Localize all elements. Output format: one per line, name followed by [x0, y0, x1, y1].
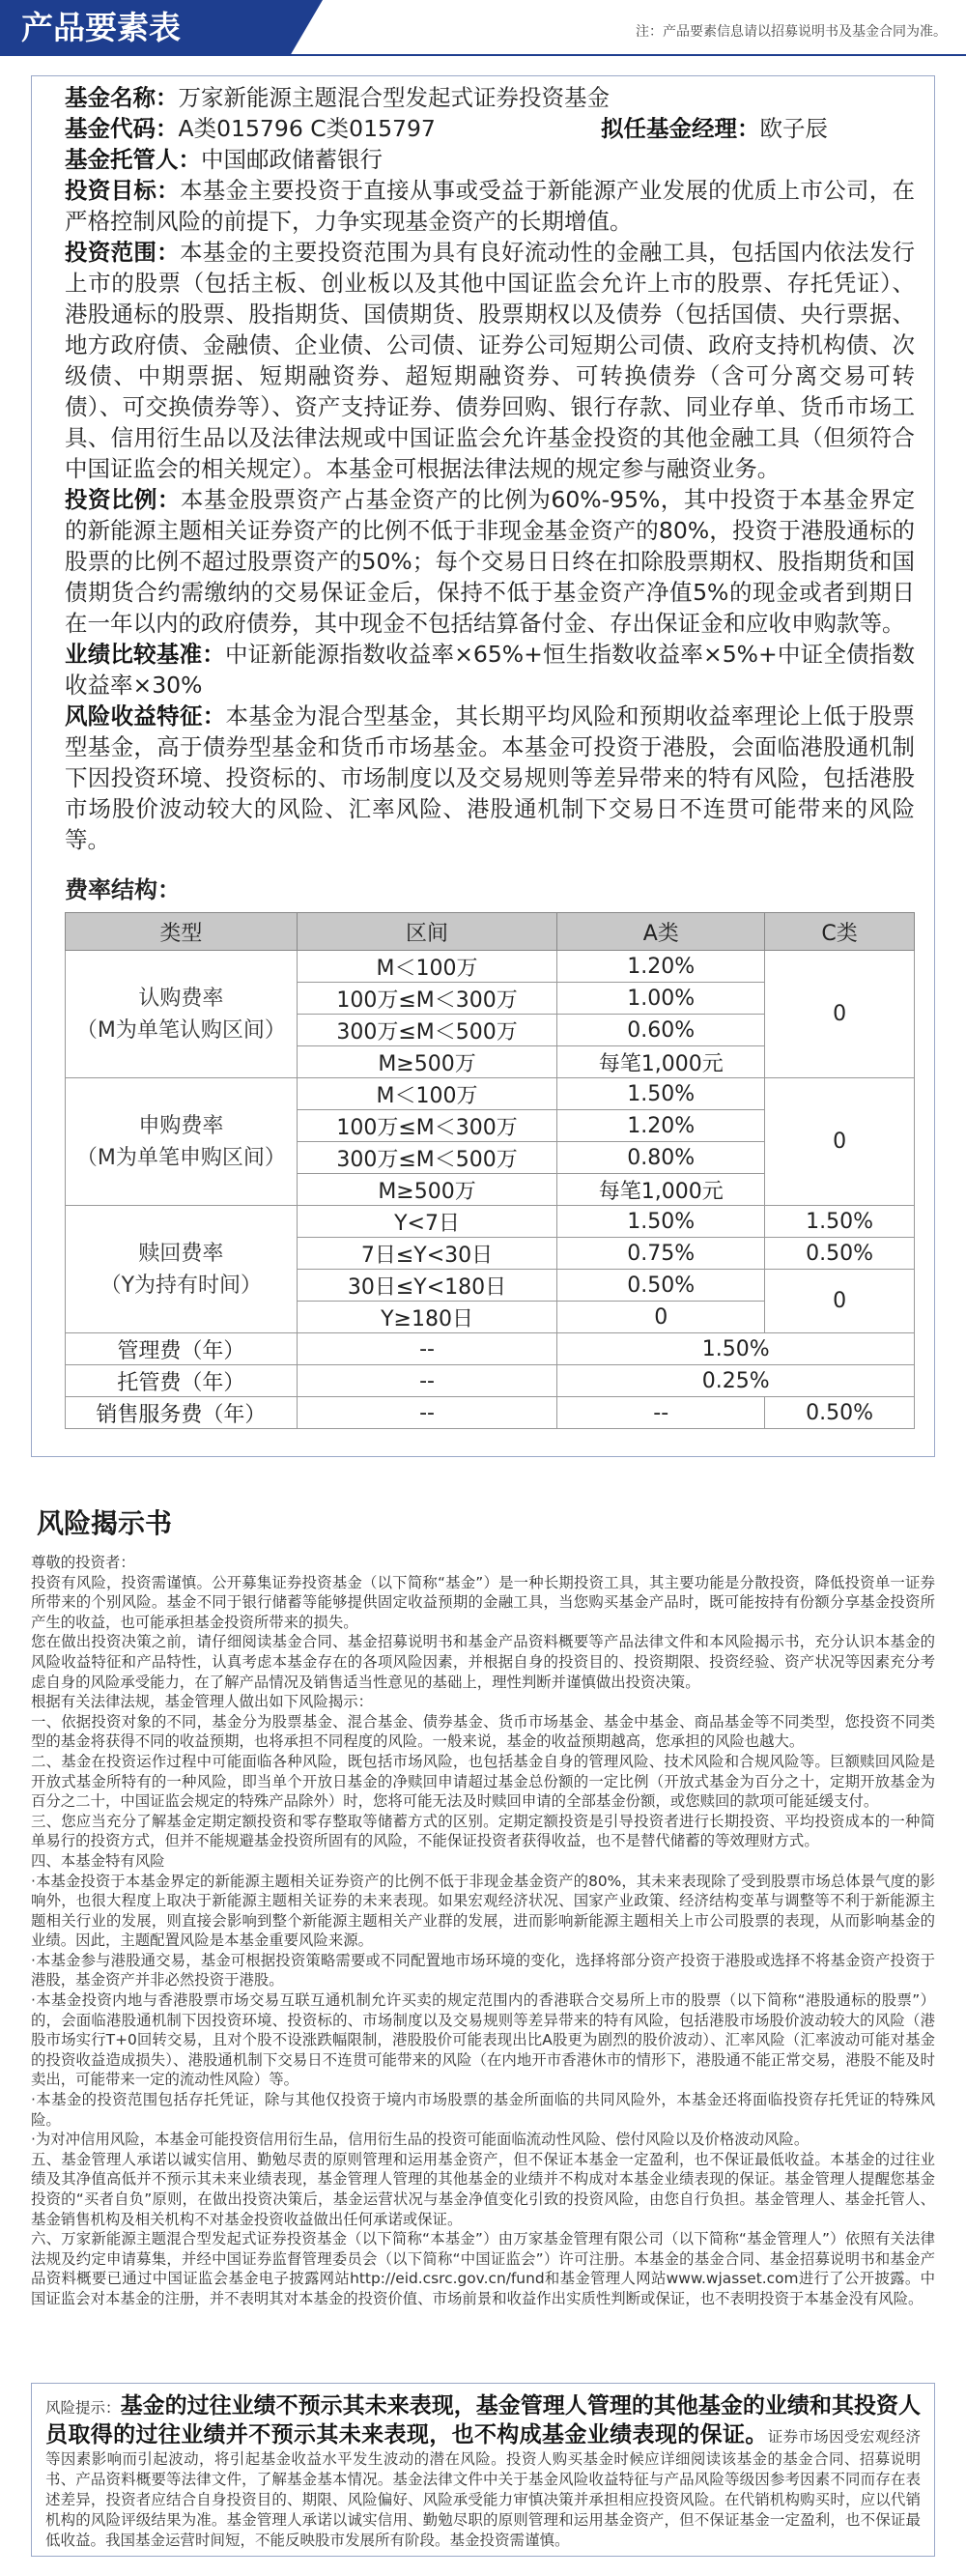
table-row — [66, 1206, 915, 1238]
risk-paragraph: 投资有风险，投资需谨慎。公开募集证券投资基金（以下简称“基金”）是一种长期投资工具，其主要功能是分散投资，降低投资单一证券所带来的个别风险。基金不同于银行储蓄等能够提供固定收益预期的金融工具，当您购买基金产品时，既可能按持有份额分享基金投资所产生的收益，也可能承担基金投资所带来的损失。 — [31, 1573, 935, 1631]
redemption-cell — [66, 1206, 298, 1333]
benchmark-value: 中证新能源指数收益率×65%+恒生指数收益率×5%+中证全债指数收益率×30% — [65, 641, 916, 699]
a-cell: 每笔1,000元 — [557, 1046, 765, 1078]
ratio-value: 本基金股票资产占基金资产的比例为60%-95%，其中投资于本基金界定的新能源主题相关证券资产的比例不低于非现金基金资产的80%，投资于港股通标的股票的比例不超过股票资产的50%；每个交易日日终在扣除股票期权、股指期货和国债期货合约需缴纳的交易保证金后，保持不低于基金资产净值5%的现金或者到期日在一年以内的政府债券，其中现金不包括结算备付金、存出保证金和应收申购款等。 — [65, 486, 915, 637]
header-note: 注：产品要素信息请以招募说明书及基金合同为准。 — [636, 24, 947, 40]
ratio-row — [65, 484, 915, 639]
a-cell: 每笔1,000元 — [557, 1174, 765, 1206]
a-cell: 1.20% — [557, 1110, 765, 1142]
redemption-name: 赎回费率 — [138, 1241, 224, 1266]
purchase-sub: （M为单笔申购区间） — [75, 1145, 286, 1170]
risk-paragraph: ·本基金的投资范围包括存托凭证，除与其他仅投资于境内市场股票的基金所面临的共同风险外，本基金还将面临投资存托凭证的特殊风险。 — [31, 2091, 935, 2129]
range-cell: 300万≤M＜500万 — [297, 1015, 557, 1046]
a-cell: 1.20% — [557, 951, 765, 983]
benchmark-label: 业绩比较基准： — [65, 641, 226, 668]
custodian-row — [65, 144, 915, 175]
redemption-sub: （Y为持有时间） — [99, 1273, 263, 1298]
scope-label: 投资范围： — [65, 239, 180, 266]
risk-feature-row — [65, 701, 915, 855]
range-cell: M≥500万 — [297, 1046, 557, 1078]
risk-disclosure-title: 风险揭示书 — [37, 1507, 173, 1539]
risk-paragraph: 尊敬的投资者： — [31, 1554, 135, 1571]
subscription-sub: （M为单笔认购区间） — [75, 1017, 286, 1043]
risk-notice-strong: 基金的过往业绩不预示其未来表现，基金管理人管理的其他基金的业绩和其投资人员取得的过往业绩并不预示其未来表现，也不构成基金业绩表现的保证。 — [45, 2393, 921, 2447]
risk-paragraph: 二、基金在投资运作过程中可能面临各种风险，既包括市场风险，也包括基金自身的管理风险、技术风险和合规风险等。巨额赎回风险是开放式基金所特有的一种风险，即当单个开放日基金的净赎回申请超过基金总份额的一定比例（开放式基金为百分之十，定期开放基金为百分之二十，中国证监会规定的特殊产品除外）时，您将可能无法及时赎回申请的全部基金份额，或您赎回的款项可能延缓支付。 — [31, 1752, 935, 1811]
risk-feature-value: 本基金为混合型基金，其长期平均风险和预期收益率理论上低于股票型基金，高于债券型基金和货币市场基金。本基金可投资于港股，会面临港股通机制下因投资环境、投资标的、市场制度以及交易规则等差异带来的特有风险，包括港股市场股价波动较大的风险、汇率风险、港股通机制下交易日不连贯可能带来的风险等。 — [65, 702, 916, 853]
header-type: 类型 — [66, 913, 298, 951]
c-cell: 1.50% — [765, 1206, 915, 1238]
range-cell: M＜100万 — [297, 1078, 557, 1110]
subscription-cell — [66, 951, 298, 1078]
scope-row — [65, 237, 915, 484]
risk-notice-box — [31, 2383, 935, 2557]
product-elements-box — [31, 75, 935, 1457]
benchmark-row — [65, 639, 915, 701]
a-cell: 1.50% — [557, 1206, 765, 1238]
table-row — [66, 1365, 915, 1397]
risk-paragraph: ·本基金投资内地与香港股票市场交易互联互通机制允许买卖的规定范围内的香港联合交易所上市的股票（以下简称“港股通标的股票”）的，会面临港股通机制下因投资环境、投资标的、市场制度以及交易规则等差异带来的特有风险，包括港股市场股价波动较大的风险（港股市场实行T+0回转交易，且对个股不设涨跌幅限制，港股股价可能表现出比A股更为剧烈的股价波动）、汇率风险（汇率波动可能对基金的投资收益造成损失）、港股通机制下交易日不连贯可能带来的风险（在内地开市香港休市的情形下，港股通不能正常交易，港股不能及时卖出，可能带来一定的流动性风险）等。 — [31, 1991, 935, 2089]
table-row — [66, 1333, 915, 1365]
management-fee-label: 管理费（年） — [66, 1333, 298, 1365]
fee-table — [65, 912, 915, 1429]
a-cell: 0.60% — [557, 1015, 765, 1046]
range-cell: Y≥180日 — [297, 1302, 557, 1333]
risk-paragraph: 四、本基金特有风险 — [31, 1851, 165, 1870]
risk-disclosure-section — [31, 1503, 935, 2309]
fund-code-label: 基金代码： — [65, 115, 179, 142]
product-elements-content — [65, 82, 915, 1429]
c-cell: 0 — [765, 1078, 915, 1206]
a-cell: 0 — [557, 1302, 765, 1333]
fund-name-label: 基金名称： — [65, 84, 179, 111]
risk-disclosure-body — [31, 1553, 935, 2309]
range-cell: 30日≤Y<180日 — [297, 1270, 557, 1302]
c-cell: 0.50% — [765, 1397, 915, 1429]
fund-manager-label: 拟任基金经理： — [601, 115, 760, 142]
fund-manager-cell — [601, 113, 828, 144]
purchase-cell — [66, 1078, 298, 1206]
purchase-name: 申购费率 — [138, 1113, 224, 1138]
table-row — [66, 1078, 915, 1110]
range-cell: 100万≤M＜300万 — [297, 983, 557, 1015]
range-cell: -- — [297, 1397, 557, 1429]
objective-value: 本基金主要投资于直接从事或受益于新能源产业发展的优质上市公司，在严格控制风险的前提下，力争实现基金资产的长期增值。 — [65, 177, 916, 235]
ratio-label: 投资比例： — [65, 486, 181, 513]
a-cell: 0.50% — [557, 1270, 765, 1302]
custodian-label: 基金托管人： — [65, 146, 201, 173]
c-cell: 0 — [765, 951, 915, 1078]
header-divider — [0, 54, 966, 56]
risk-paragraph: 根据有关法律法规，基金管理人做出如下风险揭示： — [31, 1693, 373, 1711]
table-row — [66, 1397, 915, 1429]
sales-fee-label: 销售服务费（年） — [66, 1397, 298, 1429]
risk-paragraph: 一、依据投资对象的不同，基金分为股票基金、混合基金、债券基金、货币市场基金、基金中基金、商品基金等不同类型，您投资不同类型的基金将获得不同的收益预期，也将承担不同程度的风险。一般来说，基金的收益预期越高，您承担的风险也越大。 — [31, 1712, 935, 1751]
range-cell: 7日≤Y<30日 — [297, 1238, 557, 1270]
range-cell: Y<7日 — [297, 1206, 557, 1238]
range-cell: 100万≤M＜300万 — [297, 1110, 557, 1142]
risk-notice-text — [45, 2391, 921, 2551]
fund-code-value: A类015796 C类015797 — [178, 115, 436, 142]
objective-label: 投资目标： — [65, 177, 180, 204]
table-row — [66, 951, 915, 983]
risk-notice-label: 风险提示： — [45, 2399, 121, 2417]
subscription-name: 认购费率 — [138, 986, 224, 1011]
custody-fee-label: 托管费（年） — [66, 1365, 298, 1397]
page-title: 产品要素表 — [0, 0, 290, 56]
risk-paragraph: ·为对冲信用风险，本基金可能投资信用衍生品，信用衍生品的投资可能面临流动性风险、偿付风险以及价格波动风险。 — [31, 2131, 810, 2149]
range-cell: -- — [297, 1365, 557, 1397]
risk-paragraph: ·本基金投资于本基金界定的新能源主题相关证券资产的比例不低于非现金基金资产的80%，其未来表现除了受到股票市场总体景气度的影响外，也很大程度上取决于新能源主题相关证券的未来表现。如果宏观经济状况、国家产业政策、经济结构变革与调整等不利于新能源主题相关行业的发展，则直接会影响到整个新能源主题相关产业群的发展，进而影响新能源主题相关上市公司股票的表现，从而影响基金的业绩。因此，主题配置风险是本基金重要风险来源。 — [31, 1872, 935, 1950]
fund-name-row — [65, 82, 915, 113]
range-cell: -- — [297, 1333, 557, 1365]
c-cell: 0.50% — [765, 1238, 915, 1270]
risk-paragraph: 五、基金管理人承诺以诚实信用、勤勉尽责的原则管理和运用基金资产，但不保证本基金一定盈利，也不保证最低收益。本基金的过往业绩及其净值高低并不预示其未来业绩表现，基金管理人管理的其他基金的业绩并不构成对本基金业绩表现的保证。基金管理人提醒您基金投资的“买者自负”原则，在做出投资决策后，基金运营状况与基金净值变化引致的投资风险，由您自行负担。基金管理人、基金托管人、基金销售机构及相关机构不对基金投资收益做出任何承诺或保证。 — [31, 2150, 935, 2228]
a-cell: 1.00% — [557, 983, 765, 1015]
range-cell: 300万≤M＜500万 — [297, 1142, 557, 1174]
header-bar — [0, 0, 966, 56]
custodian-value: 中国邮政储蓄银行 — [201, 146, 383, 173]
risk-paragraph: ·本基金参与港股通交易，基金可根据投资策略需要或不同配置地市场环境的变化，选择将部分资产投资于港股或选择不将基金资产投资于港股，基金资产并非必然投资于港股。 — [31, 1951, 935, 1989]
fund-name-value: 万家新能源主题混合型发起式证券投资基金 — [178, 84, 610, 111]
scope-value: 本基金的主要投资范围为具有良好流动性的金融工具，包括国内依法发行上市的股票（包括主板、创业板以及其他中国证监会允许上市的股票、存托凭证）、港股通标的股票、股指期货、国债期货、股票期权以及债券（包括国债、央行票据、地方政府债、金融债、企业债、公司债、证券公司短期公司债、政府支持机构债、次级债、中期票据、短期融资券、超短期融资券、可转换债券（含可分离交易可转债）、可交换债券等）、资产支持证券、债券回购、银行存款、同业存单、货币市场工具、信用衍生品以及法律法规或中国证监会允许基金投资的其他金融工具（但须符合中国证监会的相关规定）。本基金可根据法律法规的规定参与融资业务。 — [65, 239, 916, 482]
risk-paragraph: 六、万家新能源主题混合型发起式证券投资基金（以下简称“本基金”）由万家基金管理有限公司（以下简称“基金管理人”）依照有关法律法规及约定申请募集，并经中国证券监督管理委员会（以下简称“中国证监会”）许可注册。本基金的基金合同、基金招募说明书和基金产品资料概要已通过中国证监会基金电子披露网站http://eid.csrc.gov.cn/fund和基金管理人网站www.wjasset.com进行了公开披露。中国证监会对本基金的注册，并不表明其对本基金的投资价值、市场前景和收益作出实质性判断或保证，也不表明投资于本基金没有风险。 — [31, 2230, 935, 2307]
header-class-c: C类 — [765, 913, 915, 951]
header-range: 区间 — [297, 913, 557, 951]
header-class-a: A类 — [557, 913, 765, 951]
risk-notice-rest: 证券市场因受宏观经济等因素影响而引起波动，将引起基金收益水平发生波动的潜在风险。投资人购买基金时候应详细阅读该基金的基金合同、招募说明书、产品资料概要等法律文件，了解基金基本情况。基金法律文件中关于基金风险收益特征与产品风险等级因参考因素不同而存在表述差异，投资者应结合自身投资目的、期限、风险偏好、风险承受能力审慎决策并承担相应投资风险。在代销机构购买时，应以代销机构的风险评级结果为准。基金管理人承诺以诚实信用、勤勉尽职的原则管理和运用基金资产，但不保证基金一定盈利，也不保证最低收益。我国基金运营时间短，不能反映股市发展所有阶段。基金投资需谨慎。 — [45, 2428, 921, 2549]
a-cell: -- — [557, 1397, 765, 1429]
fee-structure-title: 费率结构： — [65, 876, 181, 903]
fund-code-row — [65, 113, 915, 144]
a-cell: 1.50% — [557, 1078, 765, 1110]
c-cell: 0 — [765, 1270, 915, 1333]
range-cell: M≥500万 — [297, 1174, 557, 1206]
risk-feature-label: 风险收益特征： — [65, 702, 226, 730]
a-cell: 0.80% — [557, 1142, 765, 1174]
custody-fee-value: 0.25% — [557, 1365, 915, 1397]
range-cell: M＜100万 — [297, 951, 557, 983]
objective-row — [65, 175, 915, 237]
risk-paragraph: 您在做出投资决策之前，请仔细阅读基金合同、基金招募说明书和基金产品资料概要等产品法律文件和本风险揭示书，充分认识本基金的风险收益特征和产品特性，认真考虑本基金存在的各项风险因素，并根据自身的投资目的、投资期限、投资经验、资产状况等因素充分考虑自身的风险承受能力，在了解产品情况及销售适当性意见的基础上，理性判断并谨慎做出投资决策。 — [31, 1633, 935, 1691]
fund-code-cell — [65, 113, 601, 144]
a-cell: 0.75% — [557, 1238, 765, 1270]
management-fee-value: 1.50% — [557, 1333, 915, 1365]
fund-manager-value: 欧子辰 — [759, 115, 828, 142]
fee-table-header — [66, 913, 915, 951]
risk-paragraph: 三、您应当充分了解基金定期定额投资和零存整取等储蓄方式的区别。定期定额投资是引导投资者进行长期投资、平均投资成本的一种简单易行的投资方式，但并不能规避基金投资所固有的风险，不能保证投资者获得收益，也不是替代储蓄的等效理财方式。 — [31, 1812, 935, 1850]
